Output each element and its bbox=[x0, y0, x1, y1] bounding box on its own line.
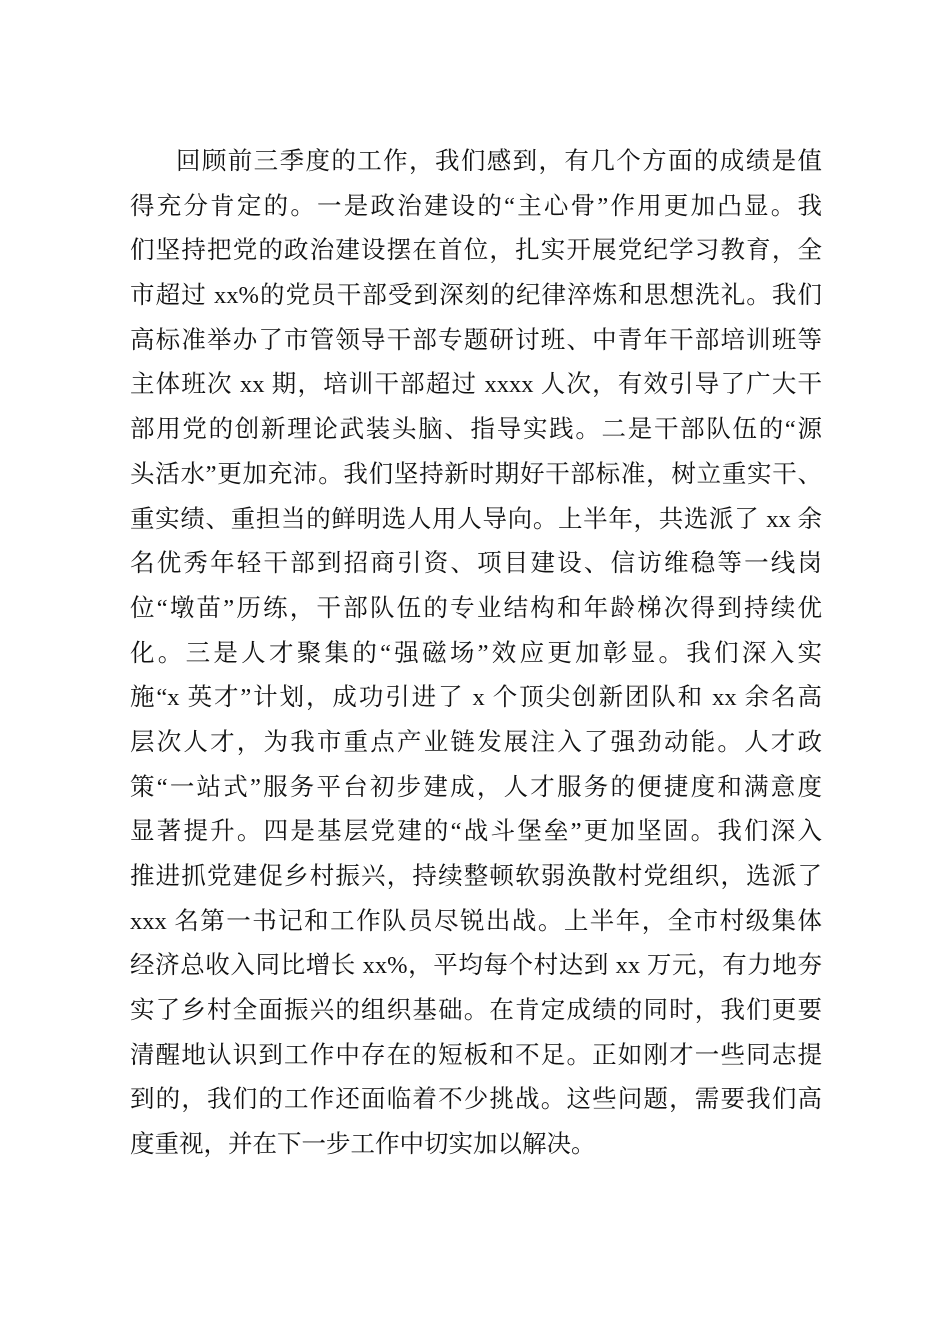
paragraph-line: 实了乡村全面振兴的组织基础。在肯定成绩的同时，我们更要 bbox=[130, 997, 822, 1025]
paragraph-line: 主体班次 xx 期，培训干部超过 xxxx 人次，有效引导了广大干 bbox=[130, 371, 822, 399]
paragraph-line: 层次人才，为我市重点产业链发展注入了强劲动能。人才政 bbox=[130, 728, 822, 756]
paragraph-line: 得充分肯定的。一是政治建设的“主心骨”作用更加凸显。我 bbox=[130, 192, 822, 220]
paragraph-line: 回顾前三季度的工作，我们感到，有几个方面的成绩是值 bbox=[176, 148, 822, 175]
paragraph-line: 策“一站式”服务平台初步建成，人才服务的便捷度和满意度 bbox=[130, 773, 822, 801]
paragraph-line: 经济总收入同比增长 xx%，平均每个村达到 xx 万元，有力地夯 bbox=[130, 952, 822, 980]
paragraph-line: 位“墩苗”历练，干部队伍的专业结构和年龄梯次得到持续优 bbox=[130, 594, 822, 622]
paragraph-line: 化。三是人才聚集的“强磁场”效应更加彰显。我们深入实 bbox=[130, 639, 822, 667]
paragraph-line: 度重视，并在下一步工作中切实加以解决。 bbox=[130, 1131, 596, 1159]
paragraph-line: 头活水”更加充沛。我们坚持新时期好干部标准，树立重实干、 bbox=[130, 460, 822, 488]
paragraph-line: 高标准举办了市管领导干部专题研讨班、中青年干部培训班等 bbox=[130, 326, 822, 354]
paragraph-line: 市超过 xx%的党员干部受到深刻的纪律淬炼和思想洗礼。我们 bbox=[130, 282, 822, 310]
paragraph-line: 显著提升。四是基层党建的“战斗堡垒”更加坚固。我们深入 bbox=[130, 818, 822, 846]
paragraph-line: 清醒地认识到工作中存在的短板和不足。正如刚才一些同志提 bbox=[130, 1041, 822, 1069]
paragraph-line: 名优秀年轻干部到招商引资、项目建设、信访维稳等一线岗 bbox=[130, 550, 822, 578]
paragraph-line: 到的，我们的工作还面临着不少挑战。这些问题，需要我们高 bbox=[130, 1086, 822, 1114]
paragraph-line: 施“x 英才”计划，成功引进了 x 个顶尖创新团队和 xx 余名高 bbox=[130, 684, 822, 712]
paragraph-line: 们坚持把党的政治建设摆在首位，扎实开展党纪学习教育，全 bbox=[130, 237, 822, 265]
document-paragraph bbox=[130, 140, 822, 1168]
paragraph-line: 部用党的创新理论武装头脑、指导实践。二是干部队伍的“源 bbox=[130, 416, 822, 444]
paragraph-line: 重实绩、重担当的鲜明选人用人导向。上半年，共选派了 xx 余 bbox=[130, 505, 822, 533]
paragraph-line: 推进抓党建促乡村振兴，持续整顿软弱涣散村党组织，选派了 bbox=[130, 863, 822, 890]
paragraph-line: xxx 名第一书记和工作队员尽锐出战。上半年，全市村级集体 bbox=[130, 907, 822, 935]
